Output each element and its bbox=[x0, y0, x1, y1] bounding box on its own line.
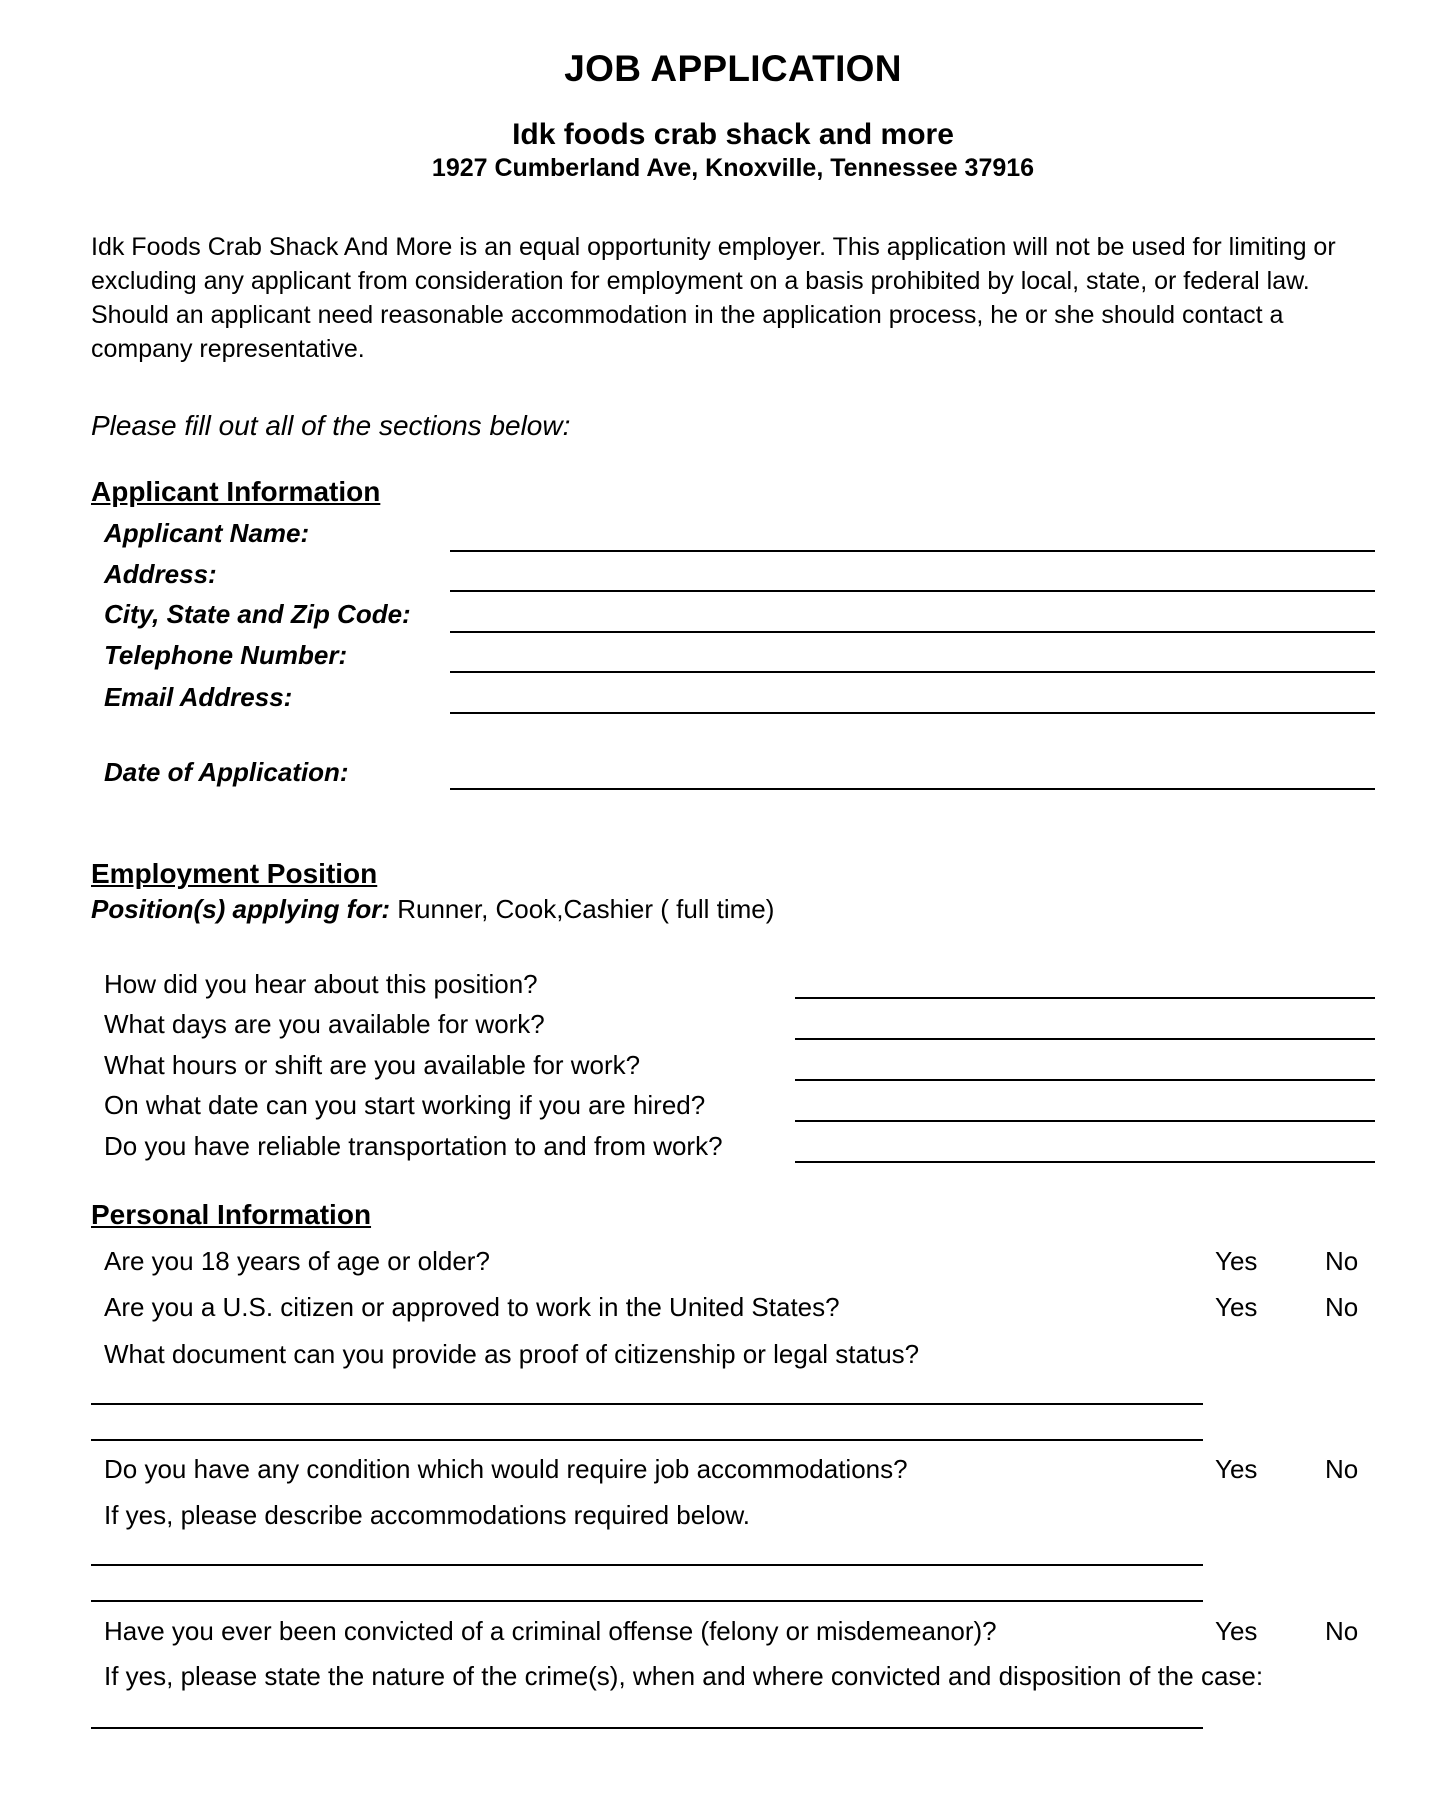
question-criminal: Have you ever been convicted of a criminal offense (felony or misdemeanor)? bbox=[104, 1616, 997, 1646]
question-transportation: Do you have reliable transportation to and from work? bbox=[104, 1131, 723, 1161]
question-document: What document can you provide as proof of citizenship or legal status? bbox=[104, 1339, 920, 1369]
date-of-application-field[interactable] bbox=[450, 788, 1375, 790]
email-label: Email Address: bbox=[104, 682, 293, 712]
instruction-text: Please fill out all of the sections below: bbox=[91, 410, 571, 441]
company-name: Idk foods crab shack and more bbox=[512, 118, 954, 151]
intro-paragraph: Idk Foods Crab Shack And More is an equal opportunity employer. This application will not be used for limiting or excluding any applicant from consideration for employment on a basis prohibited by local, state, or federal law. Should an applicant need reasonable accommodation in the application process, he or she should contact a company representative. bbox=[91, 233, 1336, 363]
applicant-name-field[interactable] bbox=[450, 550, 1375, 552]
positions-label: Position(s) applying for: bbox=[91, 894, 390, 924]
address-field[interactable] bbox=[450, 590, 1375, 592]
age-yes-option[interactable]: Yes bbox=[1215, 1246, 1258, 1276]
condition-followup: If yes, please describe accommodations required below. bbox=[104, 1500, 751, 1530]
criminal-details-field[interactable] bbox=[91, 1727, 1203, 1729]
hours-available-field[interactable] bbox=[795, 1079, 1375, 1081]
employment-heading: Employment Position bbox=[91, 858, 378, 889]
start-date-field[interactable] bbox=[795, 1120, 1375, 1122]
transportation-field[interactable] bbox=[795, 1161, 1375, 1163]
document-field-line-1[interactable] bbox=[91, 1403, 1203, 1405]
accommodations-field-line-2[interactable] bbox=[91, 1600, 1203, 1602]
citizen-yes-option[interactable]: Yes bbox=[1215, 1292, 1258, 1322]
positions-value: Runner, Cook,Cashier ( full time) bbox=[397, 894, 775, 924]
document-field-line-2[interactable] bbox=[91, 1439, 1203, 1441]
company-address: 1927 Cumberland Ave, Knoxville, Tennessee 37916 bbox=[431, 154, 1035, 182]
question-hear-about: How did you hear about this position? bbox=[104, 969, 538, 999]
question-hours-available: What hours or shift are you available for work? bbox=[104, 1050, 641, 1080]
telephone-field[interactable] bbox=[450, 671, 1375, 673]
days-available-field[interactable] bbox=[795, 1038, 1375, 1040]
city-state-zip-label: City, State and Zip Code: bbox=[104, 599, 411, 629]
citizen-no-option[interactable]: No bbox=[1325, 1292, 1359, 1322]
criminal-no-option[interactable]: No bbox=[1325, 1616, 1359, 1646]
applicant-info-heading: Applicant Information bbox=[91, 476, 381, 507]
age-no-option[interactable]: No bbox=[1325, 1246, 1359, 1276]
question-citizen: Are you a U.S. citizen or approved to work in the United States? bbox=[104, 1292, 840, 1322]
email-field[interactable] bbox=[450, 712, 1375, 714]
condition-no-option[interactable]: No bbox=[1325, 1454, 1359, 1484]
city-state-zip-field[interactable] bbox=[450, 631, 1375, 633]
hear-about-field[interactable] bbox=[795, 997, 1375, 999]
positions-row bbox=[91, 894, 774, 925]
applicant-name-label: Applicant Name: bbox=[104, 518, 310, 548]
question-condition: Do you have any condition which would require job accommodations? bbox=[104, 1454, 908, 1484]
date-of-application-label: Date of Application: bbox=[104, 757, 349, 787]
question-days-available: What days are you available for work? bbox=[104, 1009, 545, 1039]
telephone-label: Telephone Number: bbox=[104, 640, 348, 670]
criminal-yes-option[interactable]: Yes bbox=[1215, 1616, 1258, 1646]
personal-info-heading: Personal Information bbox=[91, 1199, 372, 1230]
question-start-date: On what date can you start working if you are hired? bbox=[104, 1090, 706, 1120]
criminal-followup: If yes, please state the nature of the crime(s), when and where convicted and disposition of the case: bbox=[104, 1661, 1264, 1691]
document-title: JOB APPLICATION bbox=[564, 48, 902, 89]
condition-yes-option[interactable]: Yes bbox=[1215, 1454, 1258, 1484]
address-label: Address: bbox=[104, 559, 217, 589]
accommodations-field-line-1[interactable] bbox=[91, 1564, 1203, 1566]
question-age: Are you 18 years of age or older? bbox=[104, 1246, 490, 1276]
